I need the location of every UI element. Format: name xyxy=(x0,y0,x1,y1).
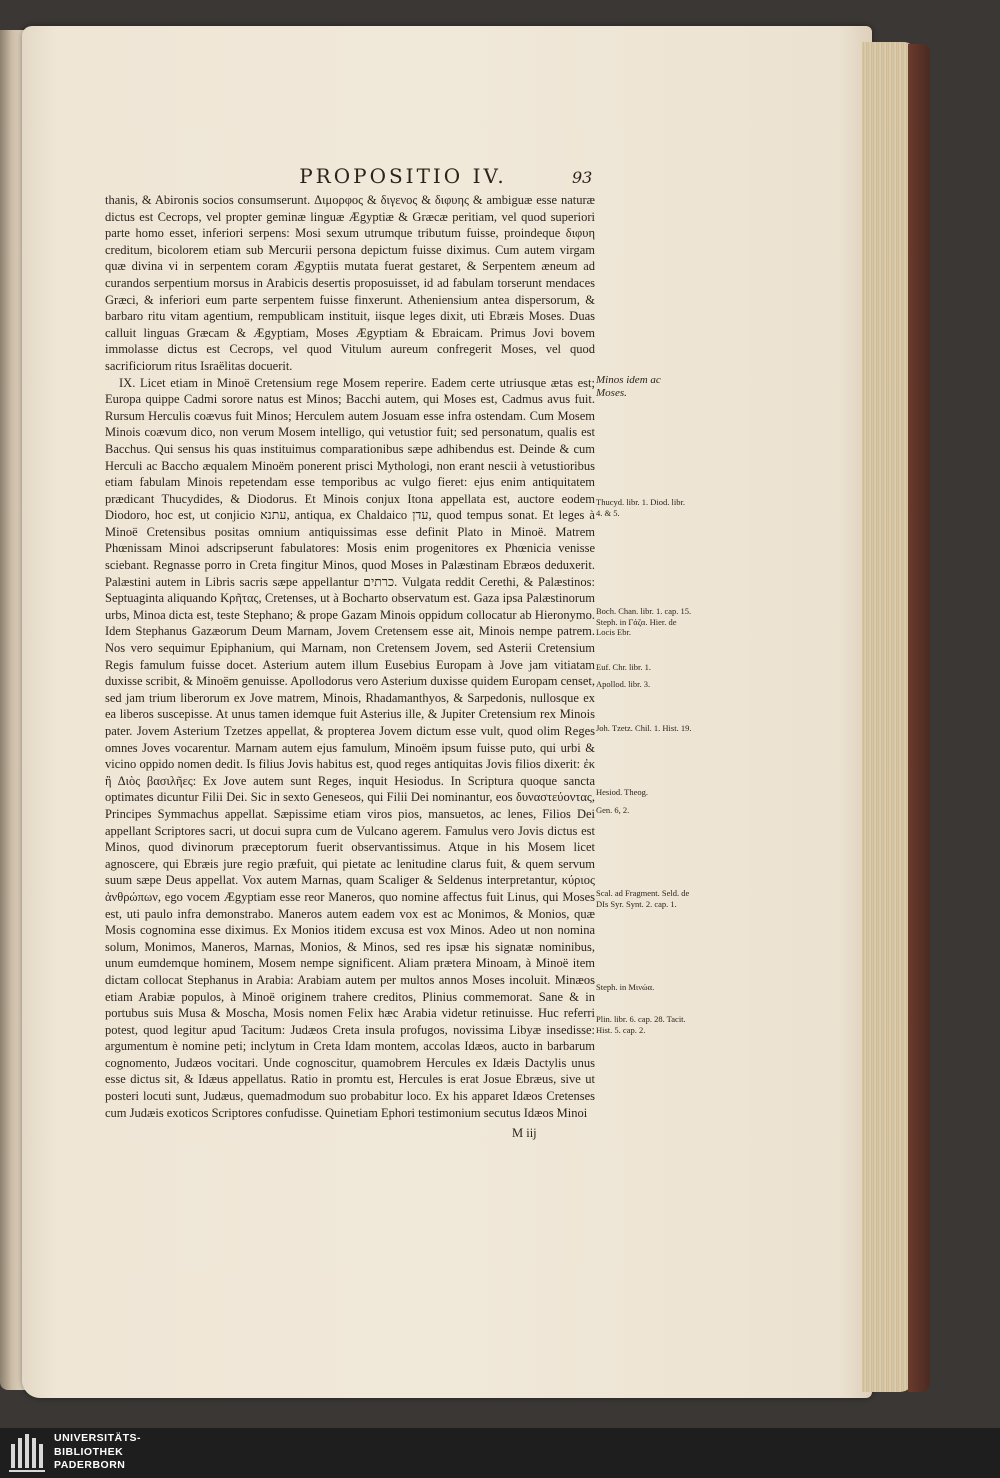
main-text xyxy=(105,192,595,1121)
paragraph: IX. Licet etiam in Minoë Cretensium rege Mosem reperire. Eadem certe utriusque ætas est; Europa quippe Cadmi sorore natus est Minos; Bacchi autem, qui Moses est, Cadmus avus fuit. Rursum Herculis coævus fuit Minos; Herculem autem Josuam esse infra ostendam. Cum Mosem Minois coævum dico, non verum Mosem intelligo, qui vetustior fuit; sed personatum, qualis est Bacchus. Qui sensus his quas instituimus comparationibus sæpe adhibendus est. Deinde & cum Herculi ac Baccho æqualem Minoëm ponerent prisci Mythologi, non erant nescii à vetustioribus etiam fabulam Minois repetendam esse temporibus ac vulgo fieret: ejus enim antiquitatem prædicant Thucydides, & Diodorus. Et Minois conjux Itona appellata est, auctore eodem Diodoro, hoc est, ut conjicio עתנא, antiqua, ex Chaldaico עדן, quod tempus sonat. Et leges à Minoë Cretensibus positas omnium antiquissimas esse definit Plato in Minoë. Matrem Phœnissam Minoi adscripserunt fabulatores: Mosis enim progenitores ex Phœnicia venisse sciebant. Regnasse porro in Creta fingitur Minos, quod Moses in Palæstinam Ebræos deduxerit. Palæstini autem in Libris sacris sæpe appellantur כרתים. Vulgata reddit Cerethi, & Palæstinos: Septuaginta aliquando Κρῆτας, Cretenses, ut à Bocharto observatum est. Gaza ipsa Palæstinorum urbs, Minoa dicta est, teste Stephano; & prope Gazam Minois oppidum collocatur ab Hieronymo. Idem Stephanus Gazæorum Deum Marnam, Jovem Cretensem esse ait, Minois nempe patrem. Nos vero sequimur Epiphanium, qui Marnam, non Cretensem Jovem, sed Asterii Cretensium Regis famulum fuisse docet. Asterium autem illum Eusebius Europam à Jove jam vitiatam duxisse scribit, & Minoëm genuisse. Apollodorus vero Asterium duxisse quidem Europam censet, sed jam trium liberorum ex Jove matrem, Minois, Rhadamanthyos, & Sarpedonis, nullosque ex ea liberos suscepisse. At unus tamen idemque fuit Asterius ille, & Jupiter Cretensium rex Minois pater. Jovem Asterium Tzetzes appellat, & propterea Jovem dictum esse vult, quod olim Reges omnes Joves vocarentur. Marnam autem ejus famulum, Minoëm ipsum fuisse puto, qui urbi & vicino oppido nomen dedit. Is filius Jovis habitus est, quod reges antiquitas Jovis filios dixerit: ἐκ ἢ Διὸς βασιλῆες: Ex Jove autem sunt Reges, inquit Hesiodus. In Scriptura quoque sancta optimates dicuntur Filii Dei. Sic in sexto Geneseos, qui Filii Dei nominantur, eos δυναστεύοντας, Principes Symmachus appellat. Sæpissime etiam viros pios, mansuetos, ac lenes, Filios Dei appellant Scriptores sacri, ut docui supra cum de Vulcano agerem. Famulus vero Jovis dictus est Minos, quod divinorum præceptorum fuerit observantissimus. Atque in his Mosem licet agnoscere, qui Ebræis jure regio præfuit, qui pietate ac lenitudine clarus fuit, & quem servum suum sæpe Deus appellat. Vox autem Marnas, quam Scaliger & Seldenus interpretantur, κύριος ἀνθρώπων, ego vocem Ægyptiam esse reor Maneros, quo nomine affectus fuit Linus, qui Moses est, uti paulo infra demonstrabo. Maneros autem eadem vox est ac Monimos, & Monios, quæ Mosis cognomina esse diximus. Ex Monios itidem excusa est vox Minos. Adeo ut non nomina solum, Monimos, Maneros, Marnas, Monios, & Minos, sed res ipsæ his signatæ nominibus, unum eumdemque hominem, Mosem nempe significent. Aliam prætera Minoam, à Minoë item dictam collocat Stephanus in Arabia: Arabiam autem per multos annos Moses incoluit. Minæos etiam Arabiæ populos, à Minoë originem trahere creditos, Plinius commemorat. Sane & in portubus suis Musa & Moscha, Mosis nomen Felix hæc Arabia videtur retinuisse. Huc referri potest, quod legitur apud Tacitum: Judæos Creta insula profugos, novissima Libyæ insedisse: argumentum è nomine peti; inclytum in Creta Idam montem, accolas Idæos, aucto in barbarum cognomento, Judæos vocitari. Unde cognoscitur, quamobrem Hercules ex Idæis Dactylis unus esse dictus sit, & Idæus appellatus. Ratio in promtu est, Hercules is erat Josue Ebræus, sive ut posteri locuti sunt, Judæus, quemadmodum suo probabitur loco. Ex his apparet Idæos Cretenses cum Judæis exoticos Scriptores confudisse. Quinetiam Ephori testimonium secutus Idæos Minoi xyxy=(105,375,595,1120)
margin-note: Steph. in Μινώα. xyxy=(596,982,655,992)
margin-note: Scal. ad Fragment. Seld. de DIs Syr. Synt. 2. cap. 1. xyxy=(596,888,690,909)
page-signature: M iij xyxy=(512,1126,537,1140)
institution-line: PADERBORN xyxy=(54,1459,126,1471)
institution-name xyxy=(54,1432,141,1473)
margin-note: Euf. Chr. libr. 1. xyxy=(596,662,652,672)
margin-note: Minos idem ac Moses. xyxy=(596,374,661,399)
margin-note: Boch. Chan. libr. 1. cap. 15. Steph. in Γάζα. Hier. de Locis Ebr. xyxy=(596,606,692,637)
margin-note: Thucyd. libr. 1. Diod. libr. 4. & 5. xyxy=(596,497,686,518)
institution-line: BIBLIOTHEK xyxy=(54,1445,124,1458)
margin-note: Gen. 6, 2. xyxy=(596,805,630,815)
footer-bar xyxy=(0,1428,1000,1478)
library-logo-icon xyxy=(6,1430,48,1474)
margin-note: Joh. Tzetz. Chil. 1. Hist. 19. xyxy=(596,723,692,733)
page-number: 93 xyxy=(572,168,593,187)
margin-note: Hesiod. Theog. xyxy=(596,787,649,797)
paragraph: thanis, & Abironis socios consumserunt. Διμορφος & διγενος & διφυης & ambiguæ esse naturæ dictus est Cecrops, vel propter geminæ linguæ Ægyptiæ & Græcæ peritiam, vel quod superiori parte homo esset, inferiori serpens: Mosi sexum utrumque tributum fuisse, proindeque διφυη creditum, bicolorem etiam sub Mercurii persona depictum fuisse diximus. Cum autem virgam quæ divina vi in serpentem coram Ægyptiis mutata fuerat gestaret, & Serpentem æneum ad curandos serpentium morsus in Arabicis desertis proposuisset, id ad fabulam torserunt mendaces Græci, & inferiori eum parte serpentem fuisse finxerunt. Atheniensium antea dispersorum, & barbaro ritu vitam agentium, rempublicam instituit, iisque leges dixit, uti Ebræis Moses. Duas calluit linguas Græcam & Ægyptiam, Moses Ægyptiam & Ebraicam. Primus Jovi bovem immolasse dictus est Cecrops, vel quod Vitulum aureum confregerit Moses, vel quod sacrificiorum ritus Israëlitas docuerit. xyxy=(105,193,595,373)
margin-note: Apollod. libr. 3. xyxy=(596,679,651,689)
page-title: PROPOSITIO IV. xyxy=(299,164,507,188)
margin-note: Plin. libr. 6. cap. 28. Tacit. Hist. 5. cap. 2. xyxy=(596,1014,686,1035)
institution-line: UNIVERSITÄTS- xyxy=(54,1432,142,1444)
